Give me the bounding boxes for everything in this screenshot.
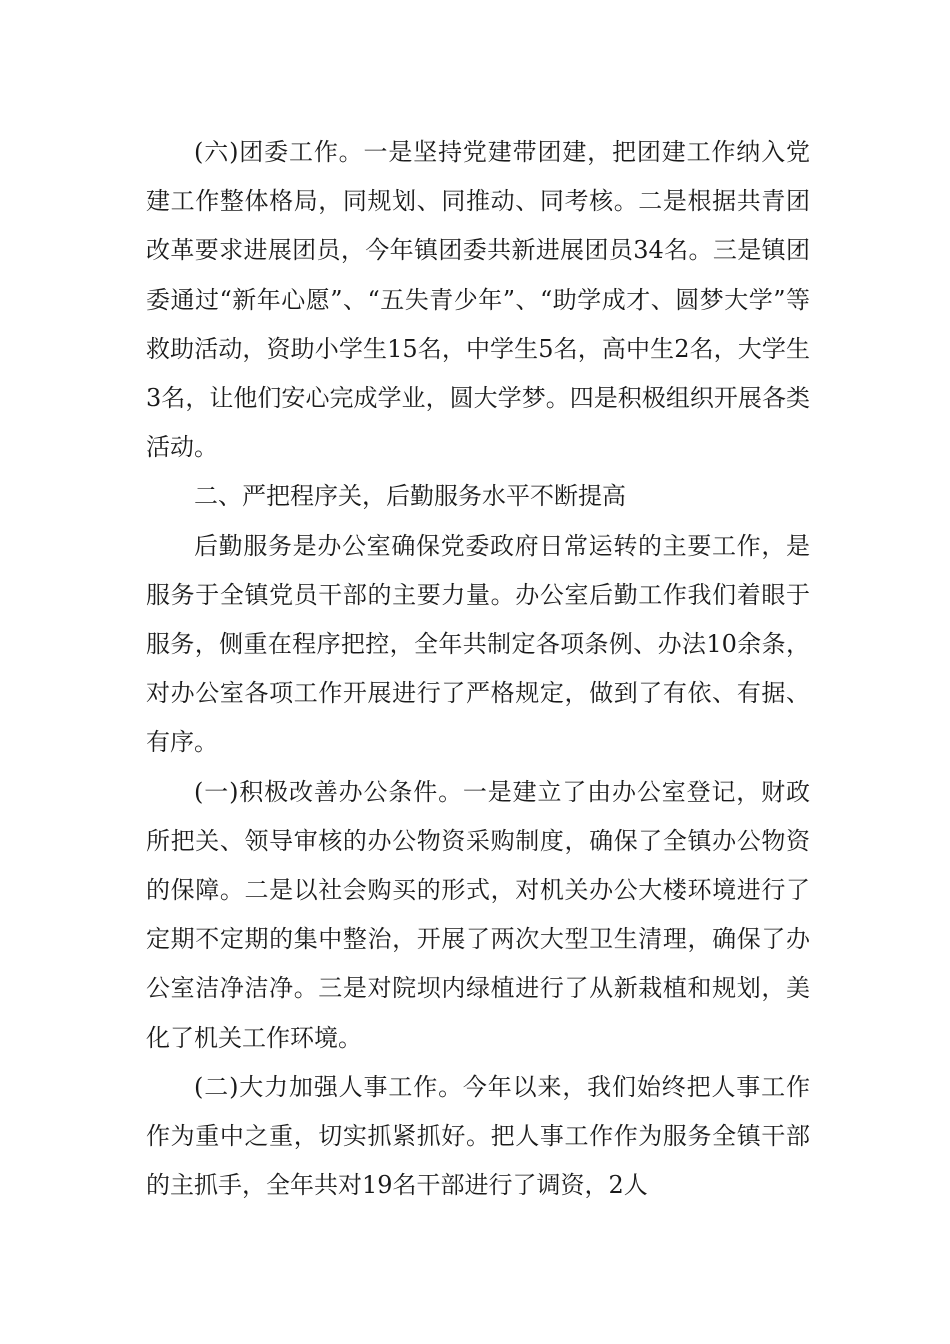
paragraph-youth-league-work: (六)团委工作。一是坚持党建带团建，把团建工作纳入党建工作整体格局，同规划、同推动、同考核。二是根据共青团改革要求进展团员，今年镇团委共新进展团员34名。三是镇团委通过“新年心愿”、“五失青少年”、“助学成才、圆梦大学”等救助活动，资助小学生15名，中学生5名，高中生2名，大学生3名，让他们安心完成学业，圆大学梦。四是积极组织开展各类活动。 (146, 138, 810, 462)
section-heading-logistics: 二、严把程序关，后勤服务水平不断提高 (194, 482, 626, 511)
paragraph-office-conditions: (一)积极改善办公条件。一是建立了由办公室登记，财政所把关、领导审核的办公物资采购制度，确保了全镇办公物资的保障。二是以社会购买的形式，对机关办公大楼环境进行了定期不定期的集中整治，开展了两次大型卫生清理，确保了办公室洁净洁净。三是对院坝内绿植进行了从新栽植和规划，美化了机关工作环境。 (146, 777, 810, 1052)
paragraph-personnel-work: (二)大力加强人事工作。今年以来，我们始终把人事工作作为重中之重，切实抓紧抓好。把人事工作作为服务全镇干部的主抓手，全年共对19名干部进行了调资，2人 (146, 1072, 810, 1200)
paragraph-logistics-service: 后勤服务是办公室确保党委政府日常运转的主要工作，是服务于全镇党员干部的主要力量。办公室后勤工作我们着眼于服务，侧重在程序把控，全年共制定各项条例、办法10余条，对办公室各项工作开展进行了严格规定，做到了有依、有据、有序。 (146, 531, 810, 757)
document-body (146, 128, 810, 1210)
